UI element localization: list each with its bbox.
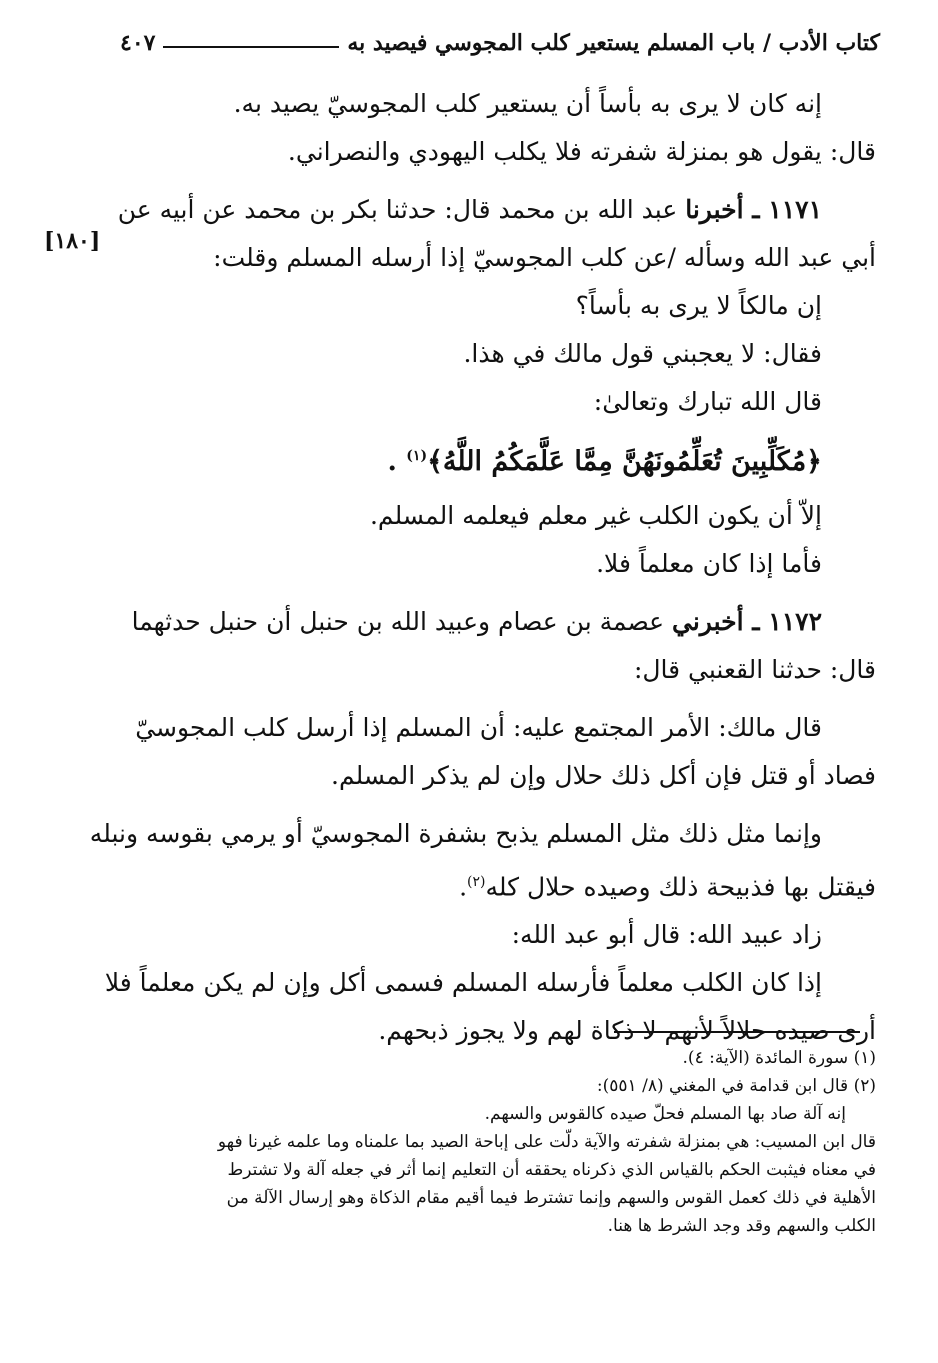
- footnote-2-text: الأهلية في ذلك كعمل القوس والسهم وإنما تشترط فيما أقيم مقام الذكاة وهو إرسال الآلة من: [226, 1188, 876, 1208]
- footnote-1: (١) سورة المائدة (الآية: ٤).: [682, 1048, 876, 1068]
- header-rule: [163, 46, 339, 48]
- footnote-2-text: إنه آلة صاد بها المسلم فحلّ صيده كالقوس والسهم.: [484, 1104, 846, 1124]
- footnote-2-text: قال ابن المسيب: هي بمنزلة شفرته والآية دلّت على إباحة الصيد بما علمناه وما علمه غيرنا فهو: [217, 1132, 876, 1152]
- hadith-text: عبد الله بن محمد قال: حدثنا بكر بن محمد عن أبيه عن: [117, 195, 678, 224]
- text-line: إن مالكاً لا يرى به بأساً؟: [575, 291, 822, 320]
- footnote-marker: (٢): [467, 874, 486, 890]
- verse-text: ﴿مُكَلِّبِينَ تُعَلِّمُونَهُنَّ مِمَّا عَلَّمَكُمُ اللَّهُ﴾: [427, 446, 822, 477]
- text-line: فأما إذا كان معلماً فلا.: [596, 549, 822, 578]
- text-line: فقال: لا يعجبني قول مالك في هذا.: [463, 339, 822, 368]
- text-line: إذا كان الكلب معلماً فأرسله المسلم فسمى أكل وإن لم يكن معلماً فلا: [104, 968, 822, 998]
- footnote-2-text: الكلب والسهم وقد وجد الشرط ها هنا.: [607, 1216, 876, 1236]
- margin-manuscript-reference: [١٨٠]: [44, 228, 101, 254]
- hadith-number: ١١٧٢ ـ أخبرني: [672, 607, 822, 636]
- text-line: إنه كان لا يرى به بأساً أن يستعير كلب المجوسيّ يصيد به.: [233, 89, 822, 118]
- hadith-number: ١١٧١ ـ أخبرنا: [685, 195, 822, 224]
- text-line: زاد عبيد الله: قال أبو عبد الله:: [511, 920, 822, 950]
- footnote-2: (٢) قال ابن قدامة في المغني (٨/ ٥٥١):: [596, 1076, 876, 1096]
- text-line: قال مالك: الأمر المجتمع عليه: أن المسلم إذا أرسل كلب المجوسيّ: [135, 713, 822, 742]
- footnote-marker: (١): [406, 448, 428, 464]
- text-line: قال: يقول هو بمنزلة شفرته فلا يكلب اليهودي والنصراني.: [287, 137, 876, 166]
- page-number: ٤٠٧: [120, 30, 156, 56]
- hadith-text: عصمة بن عصام وعبيد الله بن حنبل أن حنبل حدثهما: [131, 607, 665, 636]
- text-line: وإنما مثل ذلك مثل المسلم يذبح بشفرة المجوسيّ أو يرمي بقوسه ونبله: [89, 819, 822, 848]
- text-fragment: فيقتل بها فذبيحة ذلك وصيده حلال كله: [485, 872, 876, 902]
- text-line: قال الله تبارك وتعالىٰ:: [593, 387, 822, 416]
- header-title: كتاب الأدب / باب المسلم يستعير كلب المجوسي فيصيد به: [347, 30, 880, 56]
- footnote-separator: [614, 1031, 860, 1033]
- text-line: أرى صيده حلالاً لأنهم لا ذكاة لهم ولا يجوز ذبحهم.: [378, 1016, 876, 1046]
- hadith-1171-line: [117, 186, 876, 234]
- text-line: فيقتل بها فذبيحة ذلك وصيده حلال كله$^{(٢)}$.: [459, 872, 876, 902]
- running-header: [120, 22, 880, 56]
- hadith-1172-line: [120, 598, 876, 646]
- text-line: قال: حدثنا القعنبي قال:: [633, 655, 876, 684]
- quran-verse: ﴿مُكَلِّبِينَ تُعَلِّمُونَهُنَّ مِمَّا عَلَّمَكُمُ اللَّهُ﴾$^{(١)}$ .: [387, 446, 822, 477]
- footnote-2-text: في معناه فيثبت الحكم بالقياس الذي ذكرناه يحققه أن التعليم إنما أثر في جعله آلة ولا تشترط: [227, 1160, 876, 1180]
- text-line: أبي عبد الله وسأله /عن كلب المجوسيّ إذا أرسله المسلم وقلت:: [213, 243, 876, 272]
- text-line: فصاد أو قتل فإن أكل ذلك حلال وإن لم يذكر المسلم.: [331, 761, 876, 790]
- text-line: إلاّ أن يكون الكلب غير معلم فيعلمه المسلم.: [369, 501, 822, 530]
- main-text: [89, 80, 876, 1055]
- footnotes: [120, 1044, 876, 1240]
